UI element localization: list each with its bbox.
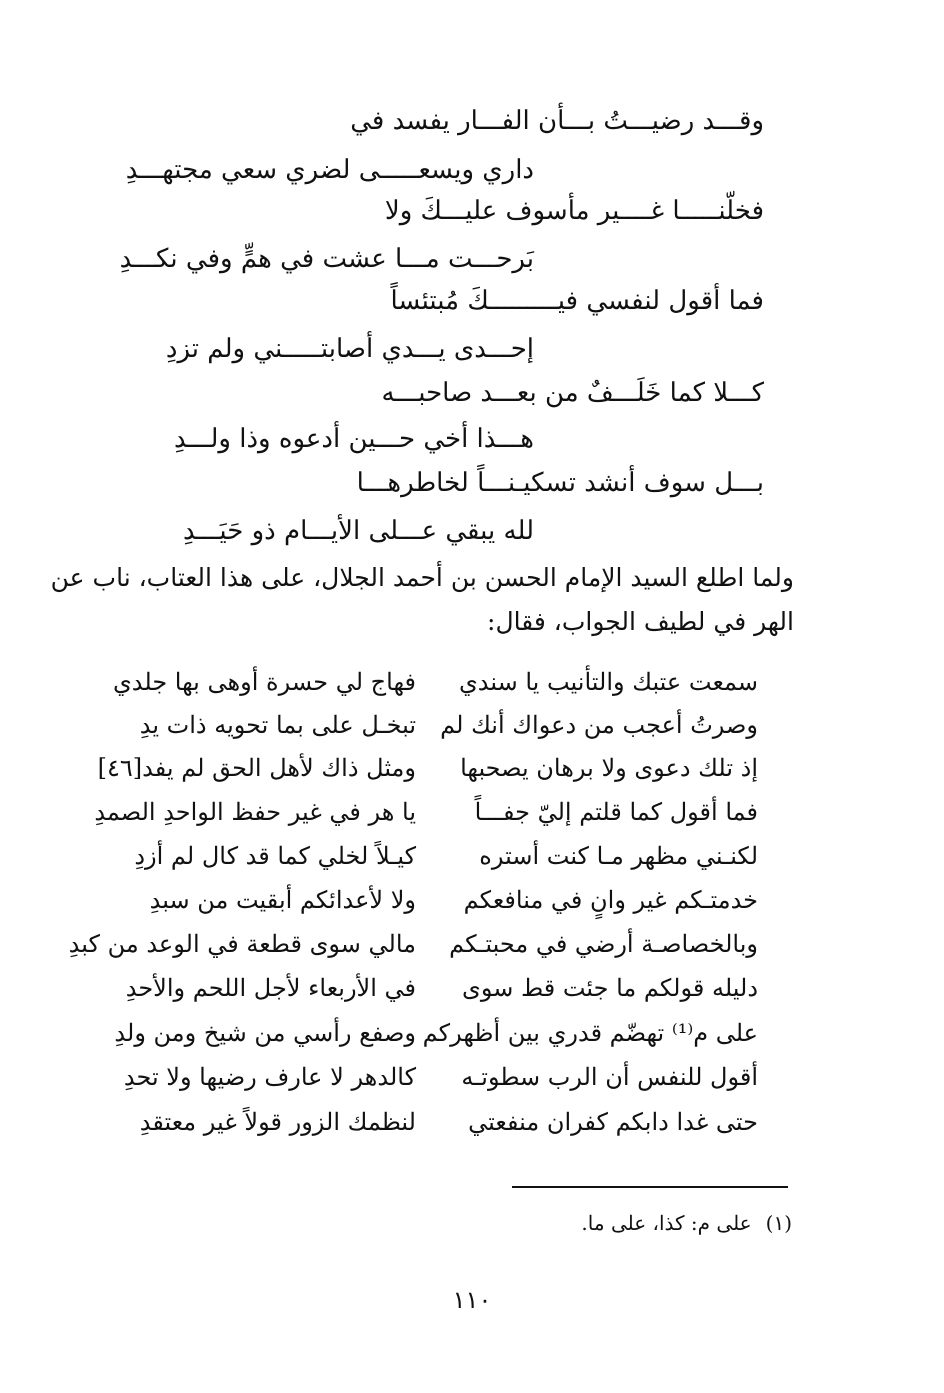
right-hemistich: لكنـني مظهر مـا كنت أستره bbox=[479, 842, 758, 870]
prose-line: الهر في لطيف الجواب، فقال: bbox=[487, 607, 794, 636]
left-hemistich: وصفع رأسي من شيخ ومن ولدِ bbox=[114, 1019, 416, 1047]
left-hemistich: ولا لأعدائكم أبقيت من سبدِ bbox=[149, 886, 416, 914]
right-hemistich: خدمتـكم غير وانٍ في منافعكم bbox=[463, 886, 758, 914]
right-hemistich: وصرتُ أعجب من دعواك أنك لم bbox=[440, 711, 758, 739]
poem-line: بـــل سوف أنشد تسكيـنـــاً لخاطرهـــا bbox=[356, 468, 764, 498]
poem-line: فما أقول لنفسي فيـــــــــكَ مُبتئساً bbox=[390, 286, 764, 316]
poem-line: هـــذا أخي حـــين أدعوه وذا ولـــدِ bbox=[174, 424, 534, 454]
footnote-divider bbox=[512, 1186, 788, 1188]
right-hemistich: سمعت عتبك والتأنيب يا سندي bbox=[458, 668, 758, 696]
left-hemistich: كيـلاً لخلي كما قد كال لم أزدِ bbox=[134, 842, 416, 870]
right-hemistich: وبالخصاصـة أرضي في محبتـكم bbox=[449, 930, 758, 958]
prose-line: ولما اطلع السيد الإمام الحسن بن أحمد الجلال، على هذا العتاب، ناب عن bbox=[50, 563, 794, 592]
right-hemistich: أقول للنفس أن الرب سطوتـه bbox=[461, 1063, 758, 1091]
poem-line: وقـــد رضيـــتُ بـــأن الفـــار يفسد في bbox=[350, 106, 764, 136]
poem-line: فخلّنـــــا غــــير مأسوف عليـــكَ ولا bbox=[384, 196, 764, 226]
left-hemistich: تبخـل على بما تحويه ذات يدِ bbox=[139, 711, 416, 739]
left-hemistich: لنظمك الزور قولاً غير معتقدِ bbox=[139, 1108, 416, 1136]
left-hemistich: في الأربعاء لأجل اللحم والأحدِ bbox=[125, 974, 416, 1002]
footnote bbox=[581, 1208, 792, 1238]
footnote-text: على م: كذا، على ما. bbox=[581, 1211, 752, 1235]
poem-line: داري ويسعـــــى لضري سعي مجتهـــدِ bbox=[125, 155, 534, 185]
left-hemistich: ومثل ذاك لأهل الحق لم يفد[٤٦] bbox=[97, 754, 416, 782]
left-hemistich: كالدهر لا عارف رضيها ولا تحدِ bbox=[123, 1063, 416, 1091]
poem-line: كـــلا كما خَلَـــفٌ من بعـــد صاحبـــه bbox=[381, 378, 764, 408]
right-hemistich: فما أقول كما قلتم إليّ جفـــاً bbox=[474, 798, 758, 826]
right-hemistich: دليله قولكم ما جئت قط سوى bbox=[462, 974, 758, 1002]
poem-line: بَرحـــت مـــا عشت في همٍّ وفي نكـــدِ bbox=[119, 244, 534, 274]
poem-line: لله يبقي عـــلى الأيـــام ذو حَيَـــدِ bbox=[182, 516, 534, 546]
poem-line: إحـــدى يـــدي أصابتـــــني ولم تزدِ bbox=[165, 334, 534, 364]
footnote-number: (١) bbox=[765, 1211, 792, 1235]
left-hemistich: يا هر في غير حفظ الواحدِ الصمدِ bbox=[94, 798, 416, 826]
right-hemistich: على م⁽¹⁾ تهضّم قدري بين أظهركم bbox=[422, 1019, 758, 1047]
right-hemistich: حتى غدا دابكم كفران منفعتي bbox=[468, 1108, 758, 1136]
left-hemistich: مالي سوى قطعة في الوعد من كبدِ bbox=[68, 930, 416, 958]
page-number: ١١٠ bbox=[452, 1286, 492, 1314]
right-hemistich: إذ تلك دعوى ولا برهان يصحبها bbox=[460, 754, 758, 782]
left-hemistich: فهاج لي حسرة أوهى بها جلدي bbox=[113, 668, 416, 696]
